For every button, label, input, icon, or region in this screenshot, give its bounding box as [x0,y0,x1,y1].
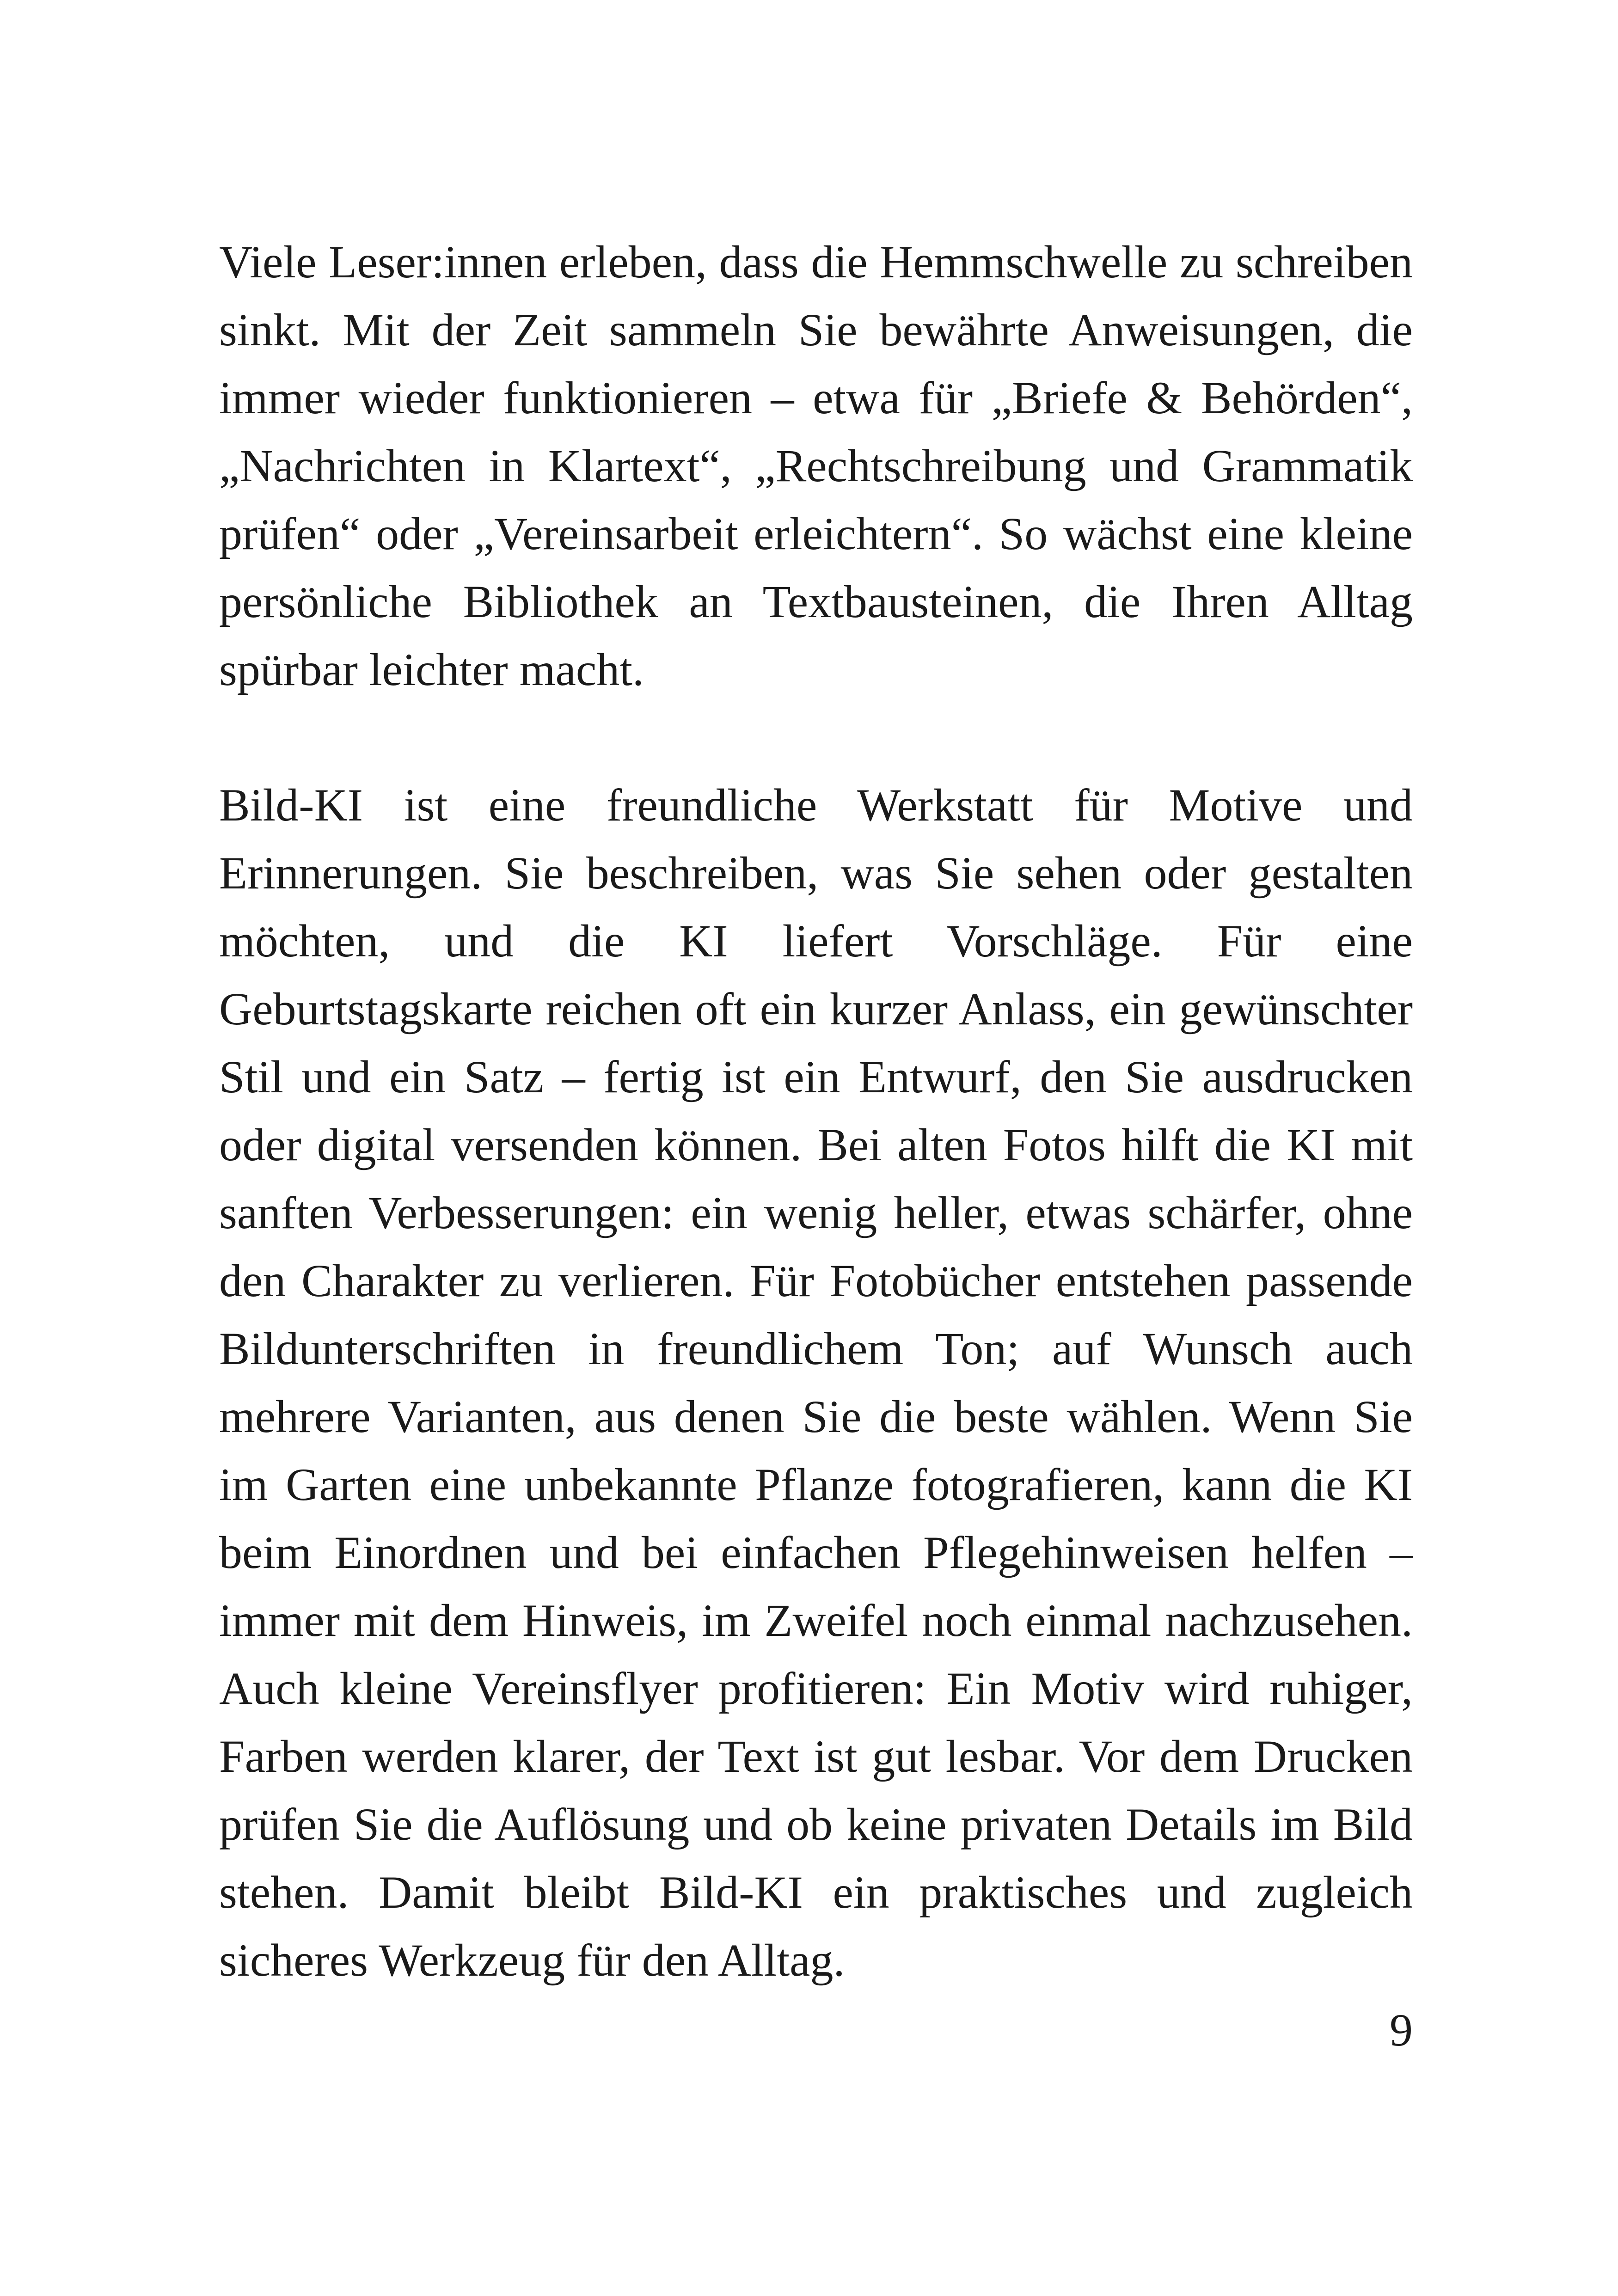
page-number: 9 [1390,2004,1413,2056]
paragraph-text-prompts: Viele Leser:innen erleben, dass die Hemmschwelle zu schreiben sinkt. Mit der Zeit sammeln Sie bewährte Anweisungen, die immer wieder funktionieren – etwa für „Briefe & Behörden“, „Nachrichten in Klartext“, „Rechtschreibung und Grammatik prüfen“ oder „Vereinsarbeit erleichtern“. So wächst eine kleine persönliche Bibliothek an Textbausteinen, die Ihren Alltag spürbar leichter macht. [219,236,1413,695]
paragraph-image-ai: Bild-KI ist eine freundliche Werkstatt für Motive und Erinnerungen. Sie beschreiben, was Sie sehen oder gestalten möchten, und die KI liefert Vorschläge. Für eine Geburtstagskarte reichen oft ein kurzer Anlass, ein gewünschter Stil und ein Satz – fertig ist ein Entwurf, den Sie ausdrucken oder digital versenden können. Bei alten Fotos hilft die KI mit sanften Verbesserungen: ein wenig heller, etwas schärfer, ohne den Charakter zu verlieren. Für Fotobücher entstehen passende Bildunterschriften in freundlichem Ton; auf Wunsch auch mehrere Varianten, aus denen Sie die beste wählen. Wenn Sie im Garten eine unbekannte Pflanze fotografieren, kann die KI beim Einordnen und bei einfachen Pflegehinweisen helfen – immer mit dem Hinweis, im Zweifel noch einmal nachzusehen. Auch kleine Vereinsflyer profitieren: Ein Motiv wird ruhiger, Farben werden klarer, der Text ist gut lesbar. Vor dem Drucken prüfen Sie die Auflösung und ob keine privaten Details im Bild stehen. Damit bleibt Bild-KI ein praktisches und zugleich sicheres Werkzeug für den Alltag. [219,779,1413,1986]
